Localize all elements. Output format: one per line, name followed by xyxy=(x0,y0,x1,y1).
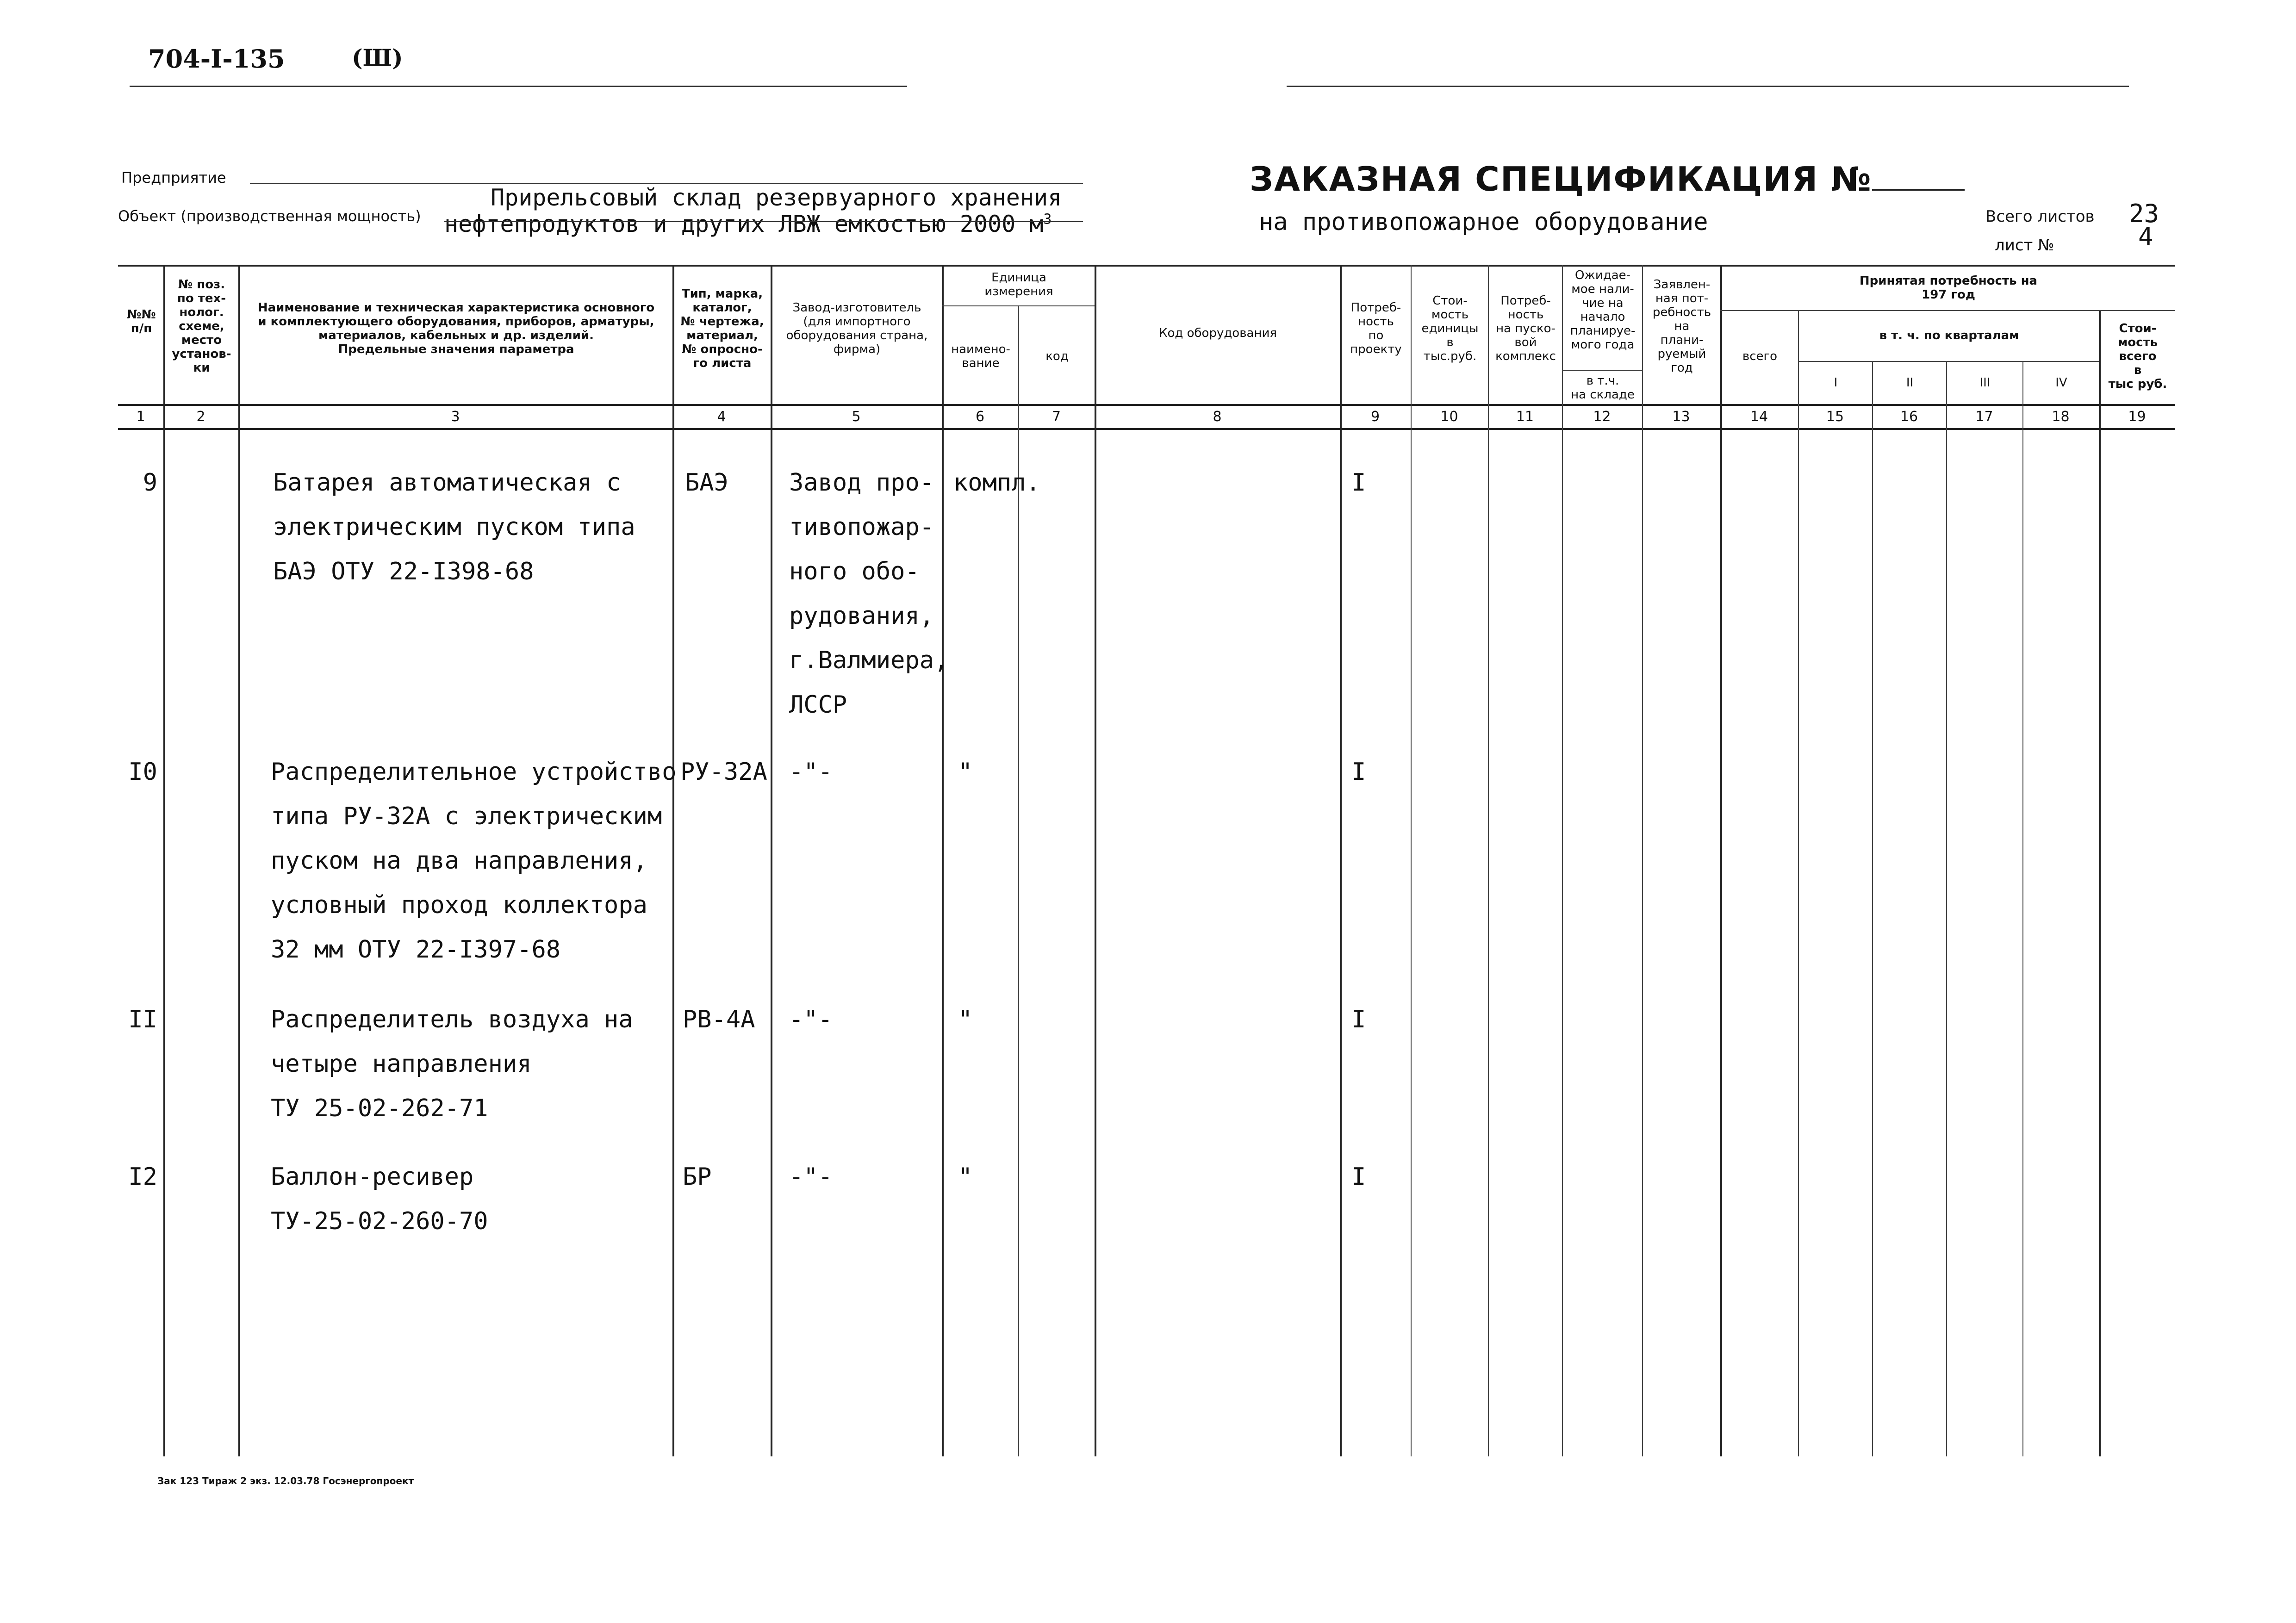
sheet-label: лист № xyxy=(1995,236,2054,255)
row-item-unit: " xyxy=(958,758,973,786)
col-divider xyxy=(942,265,944,1456)
row-item-name: Батарея автоматическая с электрическим пуском типа БАЭ ОТУ 22-I398-68 xyxy=(273,469,635,585)
column-number: 8 xyxy=(1213,409,1222,425)
row-number: II xyxy=(128,1006,157,1033)
unit-group-line xyxy=(942,305,1095,306)
col-divider xyxy=(1798,310,1799,1456)
row-item-type: БР xyxy=(683,1163,712,1191)
row-number: I2 xyxy=(128,1163,157,1191)
print-imprint: Зак 123 Тираж 2 экз. 12.03.78 Госэнергопроект xyxy=(157,1475,414,1486)
col-divider xyxy=(771,265,772,1456)
header-unit-cost: Стои- мость единицы в тыс.руб. xyxy=(1421,294,1479,363)
column-number: 2 xyxy=(196,409,205,425)
header-q3: III xyxy=(1979,376,1991,390)
table-header-bottom xyxy=(118,404,2175,406)
header-q4: IV xyxy=(2055,376,2067,390)
row-item-type: РВ-4А xyxy=(683,1006,755,1033)
document-title xyxy=(1250,160,1965,199)
column-number: 5 xyxy=(852,409,861,425)
column-number: 18 xyxy=(2052,409,2070,425)
header-name: Наименование и техническая характеристика основного и комплектующего оборудования, приборов, арматуры, материалов, кабельных и др. изделий. Предельные значения параметра xyxy=(257,301,655,356)
quarters-group-line xyxy=(1798,361,2099,362)
row-item-qty: I xyxy=(1351,758,1366,786)
column-number: 17 xyxy=(1975,409,1993,425)
row-item-name: Баллон-ресивер ТУ-25-02-260-70 xyxy=(271,1163,488,1235)
row-number: I0 xyxy=(128,758,157,786)
header-type: Тип, марка, каталог, № чертежа, материал, № опросно- го листа xyxy=(680,287,764,370)
header-total: всего xyxy=(1742,349,1778,363)
row-item-maker: -"- xyxy=(789,1163,833,1191)
col-divider xyxy=(1562,265,1563,1456)
col-divider xyxy=(1642,265,1643,1456)
object-line-2-text: нефтепродуктов и других ЛВЖ емкостью 2000 м xyxy=(444,211,1044,237)
col-divider xyxy=(238,265,240,1456)
row-number: 9 xyxy=(143,469,157,497)
column-number: 10 xyxy=(1440,409,1458,425)
document-subtitle: на противопожарное оборудование xyxy=(1259,208,1708,236)
header-equipment-code: Код оборудования xyxy=(1158,326,1277,340)
stock-sub-line xyxy=(1562,370,1642,371)
row-item-qty: I xyxy=(1351,469,1366,497)
column-number: 15 xyxy=(1826,409,1844,425)
column-number: 9 xyxy=(1370,409,1380,425)
col-divider xyxy=(2099,310,2101,1456)
row-item-type: БАЭ xyxy=(685,469,728,497)
spec-number-blank xyxy=(1872,166,1965,191)
row-item-qty: I xyxy=(1351,1163,1366,1191)
table-numbers-bottom xyxy=(118,428,2175,430)
row-item-maker: Завод про- тивопожар- ного обо- рудования, г.Валмиера, ЛССР xyxy=(789,469,949,719)
row-item-maker: -"- xyxy=(789,1006,833,1033)
row-item-type: РУ-32А xyxy=(680,758,767,786)
row-item-qty: I xyxy=(1351,1006,1366,1033)
column-number: 6 xyxy=(975,409,985,425)
header-rule-left xyxy=(130,86,907,87)
object-underline xyxy=(444,221,1083,222)
col-divider xyxy=(1095,265,1096,1456)
column-number: 19 xyxy=(2128,409,2146,425)
col-divider xyxy=(1488,265,1489,1456)
header-manufacturer: Завод-изготовитель (для импортного оборудования страна, фирма) xyxy=(786,301,928,356)
col-divider xyxy=(1720,265,1722,1456)
header-project-need: Потреб- ность по проекту xyxy=(1350,301,1402,356)
header-unit-code: код xyxy=(1045,349,1069,363)
table-top-border xyxy=(118,265,2175,267)
col-divider xyxy=(1946,361,1947,1456)
header-row-number: №№ п/п xyxy=(127,308,156,336)
col-divider xyxy=(163,265,165,1456)
sheet-number: 4 xyxy=(2138,222,2153,251)
header-unit-group: Единица измерения xyxy=(984,271,1053,298)
header-startup-need: Потреб- ность на пуско- вой комплекс xyxy=(1495,294,1556,363)
header-q2: II xyxy=(1906,376,1914,390)
col-divider xyxy=(1411,265,1412,1456)
total-sheets-value: 23 xyxy=(2129,199,2159,228)
document-code: 704-I-135 xyxy=(148,44,285,74)
object-line-1: Прирельсовый склад резервуарного хранения xyxy=(491,184,1062,211)
column-number: 1 xyxy=(136,409,145,425)
row-item-name: Распределительное устройство типа РУ-32А с электрическим пуском на два направления, условный проход коллектора 32 мм ОТУ 22-I397-68 xyxy=(271,758,677,964)
total-sheets-label: Всего листов xyxy=(1985,207,2095,226)
header-unit-name: наимено- вание xyxy=(951,342,1010,370)
document-title-text: ЗАКАЗНАЯ СПЕЦИФИКАЦИЯ № xyxy=(1250,160,1872,199)
enterprise-line xyxy=(250,183,1083,184)
column-number: 11 xyxy=(1516,409,1534,425)
column-number: 13 xyxy=(1672,409,1690,425)
enterprise-label: Предприятие xyxy=(121,169,226,187)
column-number: 16 xyxy=(1900,409,1918,425)
header-total-cost: Стои- мость всего в тыс руб. xyxy=(2108,322,2167,391)
document-part: (Ш) xyxy=(352,44,403,71)
row-item-maker: -"- xyxy=(789,758,833,786)
header-quarters-group: в т. ч. по кварталам xyxy=(1879,329,2019,342)
header-expected-stock: Ожидае- мое нали- чие на начало планируе- мого года xyxy=(1570,268,1636,352)
column-number: 4 xyxy=(717,409,726,425)
object-line-2 xyxy=(444,211,1052,237)
accepted-group-line xyxy=(1720,310,2175,311)
header-rule-right xyxy=(1287,86,2129,87)
row-item-name: Распределитель воздуха на четыре направления ТУ 25-02-262-71 xyxy=(271,1006,633,1122)
col-divider xyxy=(1340,265,1342,1456)
row-item-unit: " xyxy=(958,1163,973,1191)
header-declared-need: Заявлен- ная пот- ребность на плани- руемый год xyxy=(1652,278,1711,375)
col-divider xyxy=(1872,361,1873,1456)
column-number: 14 xyxy=(1750,409,1768,425)
column-number: 7 xyxy=(1052,409,1061,425)
column-number: 12 xyxy=(1593,409,1611,425)
row-item-unit: компл. xyxy=(953,469,1040,497)
row-item-unit: " xyxy=(958,1006,973,1033)
column-number: 3 xyxy=(451,409,460,425)
col-divider xyxy=(2022,361,2023,1456)
header-position: № поз. по тех- нолог. схеме, место установ- ки xyxy=(172,278,231,375)
header-accepted-group: Принятая потребность на 197 год xyxy=(1859,274,2038,302)
header-q1: I xyxy=(1834,376,1838,390)
object-label: Объект (производственная мощность) xyxy=(118,207,421,225)
object-superscript: 3 xyxy=(1043,211,1052,228)
header-in-warehouse: в т.ч. на складе xyxy=(1571,374,1635,402)
